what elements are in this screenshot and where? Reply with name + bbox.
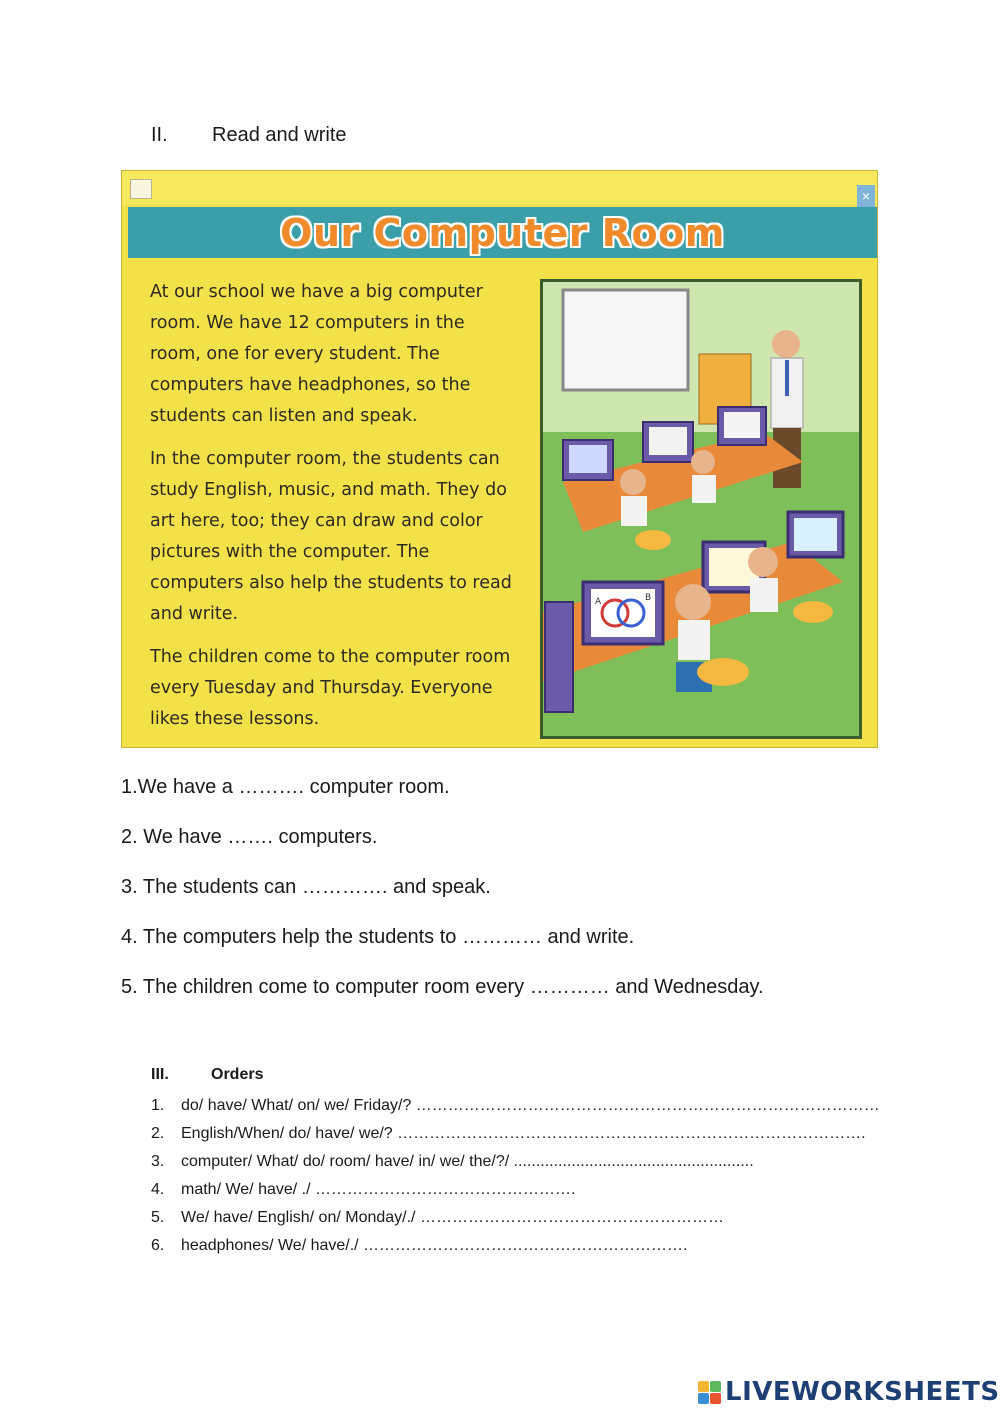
section-number: II. [151, 124, 168, 146]
logo-tile [710, 1393, 721, 1404]
orders-list [151, 1094, 880, 1262]
panel-title-bar [128, 207, 877, 258]
order-item [151, 1206, 880, 1234]
order-number: 2. [151, 1125, 165, 1142]
order-item [151, 1094, 880, 1122]
fill-in-questions [121, 772, 764, 1022]
liveworksheets-brand [698, 1377, 1000, 1407]
window-checkbox-icon [130, 179, 152, 199]
order-number: 3. [151, 1153, 165, 1170]
question-3: 3. The students can …………. and speak. [121, 876, 491, 898]
section-heading-orders [151, 1066, 263, 1084]
panel-top-bar [122, 171, 877, 205]
logo-tile [698, 1381, 709, 1392]
reading-passage [150, 277, 520, 747]
logo-tile [710, 1381, 721, 1392]
question-1: 1.We have a ………. computer room. [121, 776, 450, 798]
section-heading-read-and-write [151, 124, 347, 147]
order-number: 5. [151, 1209, 165, 1226]
order-text: math/ We/ have/ ./ …………………………………………. [181, 1181, 576, 1198]
order-item [151, 1234, 880, 1262]
order-number: 6. [151, 1237, 165, 1254]
order-item [151, 1122, 880, 1150]
order-text: do/ have/ What/ on/ we/ Friday/? …………………………………………………………………………… [181, 1097, 880, 1114]
reading-paragraph-2: In the computer room, the students can study English, music, and math. They do art here, too; they can draw and color pictures with the computer. The computers also help the students to read and write. [150, 449, 512, 624]
venn-label-a: A [595, 597, 602, 607]
liveworksheets-logo-icon [698, 1381, 721, 1404]
logo-tile [698, 1393, 709, 1404]
question-5: 5. The children come to computer room every ………… and Wednesday. [121, 976, 764, 998]
close-icon: × [857, 185, 875, 207]
order-text: computer/ What/ do/ room/ have/ in/ we/ the/?/ ...................................................... [181, 1153, 754, 1170]
brand-wordmark: LIVEWORKSHEETS [725, 1377, 1000, 1407]
panel-title: Our Computer Room [280, 210, 725, 255]
order-item [151, 1178, 880, 1206]
order-item [151, 1150, 880, 1178]
reading-paragraph-1: At our school we have a big computer room. We have 12 computers in the room, one for every student. The computers have headphones, so the students can listen and speak. [150, 282, 483, 426]
order-text: We/ have/ English/ on/ Monday/./ ………………………………………………… [181, 1209, 724, 1226]
order-text: English/When/ do/ have/ we/? ……………………………………………………………………………. [181, 1125, 866, 1142]
question-4: 4. The computers help the students to ………… and write. [121, 926, 635, 948]
order-text: headphones/ We/ have/./ ……………………………………………………. [181, 1237, 688, 1254]
order-number: 1. [151, 1097, 165, 1114]
computer-room-drawing [543, 282, 859, 736]
venn-label-b: B [645, 593, 652, 603]
reading-paragraph-3: The children come to the computer room every Tuesday and Thursday. Everyone likes these lessons. [150, 647, 511, 729]
textbook-panel [121, 170, 878, 748]
question-2: 2. We have ……. computers. [121, 826, 378, 848]
computer-room-illustration [540, 279, 862, 739]
section-title: Orders [211, 1066, 264, 1083]
section-title: Read and write [212, 124, 347, 146]
section-number: III. [151, 1066, 169, 1083]
order-number: 4. [151, 1181, 165, 1198]
